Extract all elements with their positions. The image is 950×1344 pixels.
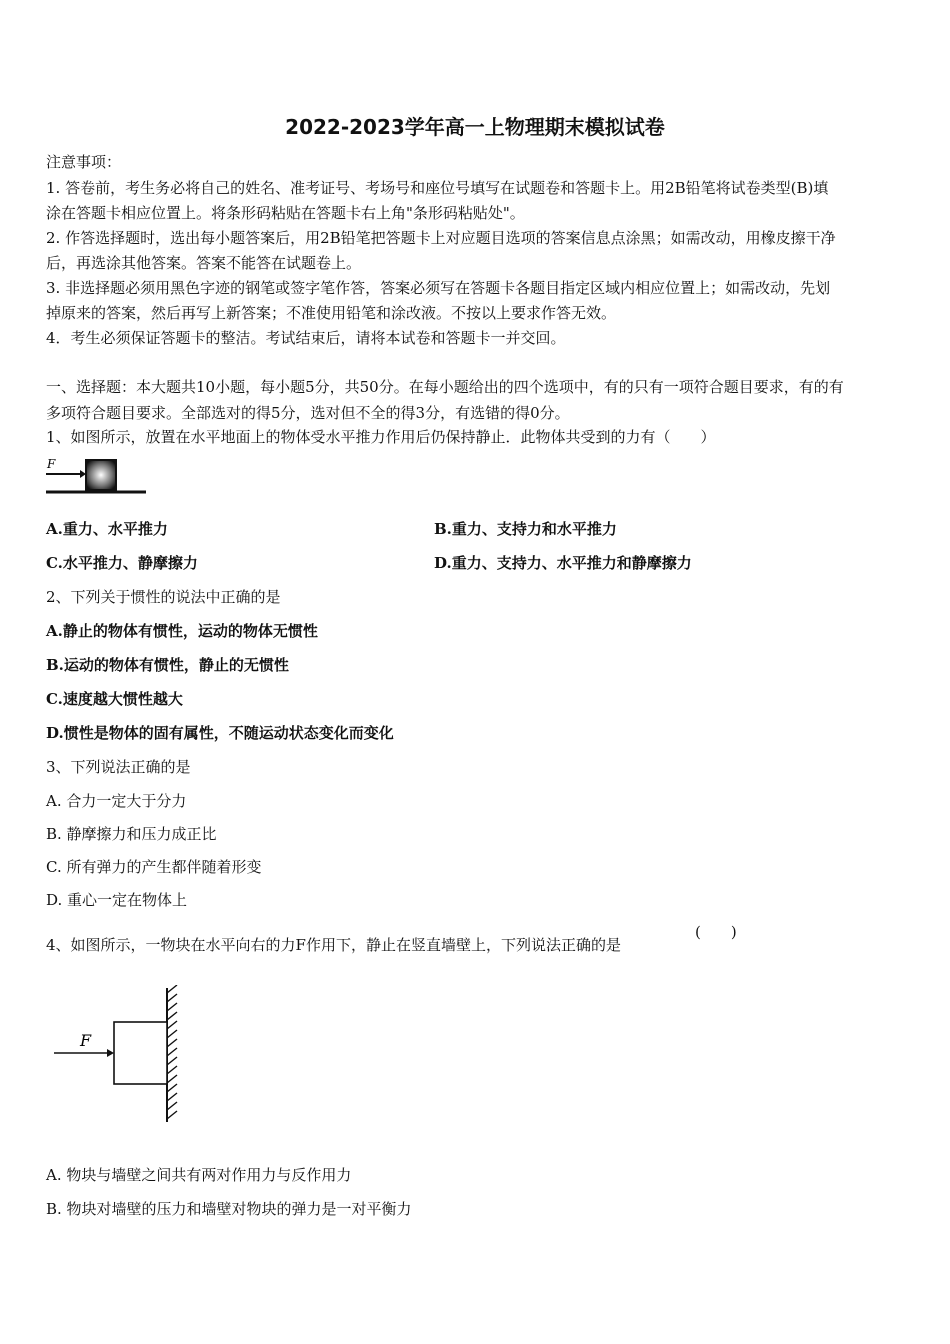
force-label: F <box>80 1031 92 1050</box>
question-4-paren: ( ) <box>695 923 737 941</box>
notice-line: 后，再选涂其他答案。答案不能答在试题卷上。 <box>46 254 362 272</box>
q1-option-a: A.重力、水平推力 <box>46 520 168 538</box>
q1-option-c: C.水平推力、静摩擦力 <box>46 554 198 572</box>
q2-option-c: C.速度越大惯性越大 <box>46 690 183 708</box>
notice-line: 2. 作答选择题时，选出每小题答案后，用2B铅笔把答题卡上对应题目选项的答案信息点涂黑；如需改动，用橡皮擦干净 <box>46 229 836 247</box>
q2-option-a: A.静止的物体有惯性，运动的物体无惯性 <box>46 622 318 640</box>
question-1-figure <box>44 454 148 498</box>
notice-line: 1. 答卷前，考生务必将自己的姓名、准考证号、考场号和座位号填写在试题卷和答题卡上。用2B铅笔将试卷类型(B)填 <box>46 179 829 197</box>
notice-line: 3. 非选择题必须用黑色字迹的钢笔或签字笔作答，答案必须写在答题卡各题目指定区域内相应位置上；如需改动，先划 <box>46 279 831 297</box>
notice-line: 掉原来的答案，然后再写上新答案；不准使用铅笔和涂改液。不按以上要求作答无效。 <box>46 304 617 322</box>
question-3-stem: 3、下列说法正确的是 <box>46 758 191 776</box>
question-2-stem: 2、下列关于惯性的说法中正确的是 <box>46 588 281 606</box>
question-4-figure <box>50 985 185 1125</box>
q4-option-a: A. 物块与墙壁之间共有两对作用力与反作用力 <box>46 1166 352 1184</box>
block-shape <box>86 460 116 490</box>
q1-option-d: D.重力、支持力、水平推力和静摩擦力 <box>434 554 692 572</box>
q2-option-d: D.惯性是物体的固有属性，不随运动状态变化而变化 <box>46 724 394 742</box>
q4-option-b: B. 物块对墙壁的压力和墙壁对物块的弹力是一对平衡力 <box>46 1200 412 1218</box>
q3-option-d: D. 重心一定在物体上 <box>46 891 188 909</box>
notice-line: 4．考生必须保证答题卡的整洁。考试结束后，请将本试卷和答题卡一并交回。 <box>46 329 566 347</box>
q3-option-b: B. 静摩擦力和压力成正比 <box>46 825 217 843</box>
notice-line: 涂在答题卡相应位置上。将条形码粘贴在答题卡右上角"条形码粘贴处"。 <box>46 204 525 222</box>
q1-option-b: B.重力、支持力和水平推力 <box>434 520 617 538</box>
question-1-stem: 1、如图所示，放置在水平地面上的物体受水平推力作用后仍保持静止．此物体共受到的力有（ ） <box>46 428 716 446</box>
q3-option-a: A. 合力一定大于分力 <box>46 792 187 810</box>
q3-option-c: C. 所有弹力的产生都伴随着形变 <box>46 858 262 876</box>
wall-hatching <box>167 985 177 1119</box>
section-instructions: 一、选择题：本大题共10小题，每小题5分，共50分。在每小题给出的四个选项中，有的只有一项符合题目要求，有的有 <box>46 378 844 396</box>
notice-heading: 注意事项： <box>46 153 122 171</box>
block-shape <box>114 1022 167 1084</box>
exam-title: 2022-2023学年高一上物理期末模拟试卷 <box>285 115 665 139</box>
q2-option-b: B.运动的物体有惯性，静止的无惯性 <box>46 656 289 674</box>
section-instructions: 多项符合题目要求。全部选对的得5分，选对但不全的得3分，有选错的得0分。 <box>46 404 570 422</box>
question-4-stem: 4、如图所示，一物块在水平向右的力F作用下，静止在竖直墙壁上，下列说法正确的是 <box>46 936 621 954</box>
force-label: F <box>47 457 56 471</box>
